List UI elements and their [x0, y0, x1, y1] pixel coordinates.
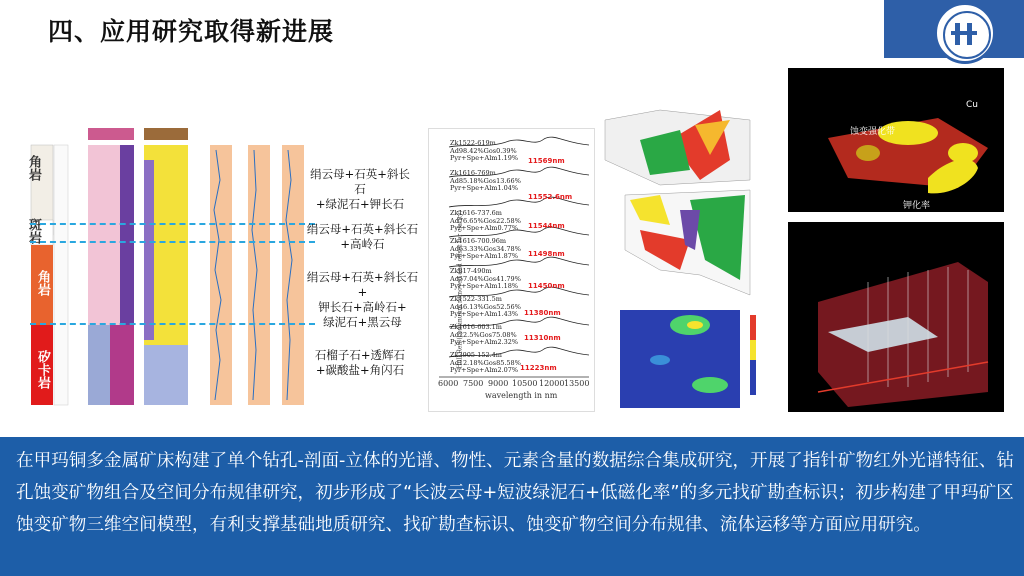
label-mineralization: 钾化率: [903, 201, 931, 211]
zone-label-hornfels-top: 角岩: [26, 155, 41, 181]
x-tick: 6000: [438, 379, 459, 388]
spectrum-peak-2: 11552.6nm: [528, 193, 573, 201]
zone-label-porphyry: 斑岩: [26, 218, 41, 244]
x-axis-label: wavelength in nm: [485, 391, 558, 400]
x-tick: 12000: [539, 379, 565, 388]
spectrum-peak-6: 11380nm: [524, 309, 561, 317]
assemblage-annotation-4: 石榴子石+透辉石 +碳酸盐+角闪石: [314, 348, 406, 377]
boundary-line-1: [30, 223, 315, 225]
survey-logo: [934, 2, 996, 64]
spectrum-peak-8: 11223nm: [520, 364, 557, 372]
spectrum-peak-1: 11569nm: [528, 157, 565, 165]
assemblage-annotation-1: 绢云母+石英+斜长石 +绿泥石+钾长石: [310, 167, 410, 211]
spectrum-sample-4: Zk1616-700.96m Ad63.33%Gos34.78% Pyr+Spe+Alm1.87%: [450, 237, 521, 260]
spectrum-peak-5: 11450nm: [528, 282, 565, 290]
assemblage-annotation-2: 绢云母+石英+斜长石 +高岭石: [306, 222, 419, 251]
y-axis-label: Hull Refl (continuum removed and offset for clarity): [456, 210, 464, 369]
label-cu: Cu: [966, 100, 978, 110]
page-title: 四、应用研究取得新进展: [48, 17, 335, 46]
zone-label-hornfels-mid: 角岩: [35, 270, 50, 296]
x-tick: 10500: [512, 379, 538, 388]
cross-section-graphic: [600, 100, 760, 408]
spectrum-peak-3: 11544nm: [528, 222, 565, 230]
spectrum-sample-6: Zk1522-331.5m Ad46.13%Gos52.56% Pyr+Spe+Alm1.43%: [450, 295, 521, 318]
spectrum-sample-8: Zk3905-152.4m Ad12.18%Gos85.58% Pyr+Spe+Alm2.07%: [450, 351, 521, 374]
spectrum-sample-1: Zk1522-619m Ad98.42%Gos0.39% Pyr+Spe+Alm1.19%: [450, 139, 519, 162]
spectrum-sample-5: Zk817-490m Ad57.04%Gos41.79% Pyr+Spe+Alm1.18%: [450, 267, 521, 290]
spectrum-peak-7: 11310nm: [524, 334, 561, 342]
3d-model-drillholes: [788, 222, 1004, 412]
x-tick: 9000: [488, 379, 509, 388]
summary-caption-text: 在甲玛铜多金属矿床构建了单个钻孔-剖面-立体的光谱、物性、元素含量的数据综合集成研究，开展了指针矿物红外光谱特征、钻孔蚀变矿物组合及空间分布规律研究，初步形成了“长波云母+短波绿泥石+低磁化率”的多元找矿勘查标识；初步构建了甲玛矿区蚀变矿物三维空间模型，有利支撑基础地质研究、找矿勘查标识、蚀变矿物空间分布规律、流体运移等方面应用研究。: [16, 451, 1014, 535]
spectrum-peak-4: 11498nm: [528, 250, 565, 258]
summary-caption-box: [0, 437, 1024, 576]
3d-model-alteration-graphic: [788, 68, 1004, 212]
spectrum-sample-3: Zk1616-737.6m Ad76.65%Gos22.58% Pyr+Spe+Alm0.77%: [450, 209, 521, 232]
3d-model-alteration: [788, 68, 1004, 212]
label-alteration-zone: 蚀变强化带: [850, 127, 896, 137]
assemblage-annotation-3: 绢云母+石英+斜长石+ 钾长石+高岭石+ 绿泥石+黑云母: [306, 270, 419, 329]
cross-section-figure: [600, 100, 760, 408]
boundary-line-2: [30, 241, 315, 243]
x-tick: 13500: [564, 379, 590, 388]
x-tick: 7500: [463, 379, 484, 388]
spectrum-sample-7: Zk1616-603.1m Ad22.5%Gos75.08% Pyr+Spe+Alm2.32%: [450, 323, 519, 346]
boundary-line-3: [30, 323, 315, 325]
spectrum-sample-2: Zk1616-769m Ad85.18%Gos13.66% Pyr+Spe+Alm1.04%: [450, 169, 521, 192]
3d-model-drillholes-graphic: [788, 222, 1004, 412]
zone-label-skarn: 矽卡岩: [35, 350, 50, 389]
